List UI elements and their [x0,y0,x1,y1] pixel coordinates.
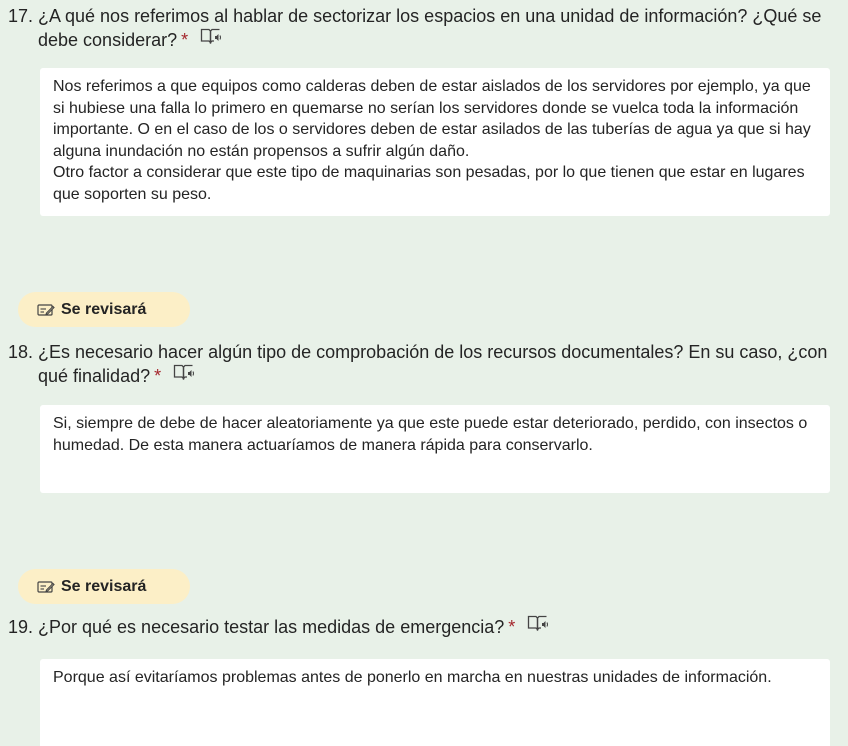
required-asterisk: * [181,30,189,50]
badge-label: Se revisará [61,300,147,318]
question-18-title [8,340,838,386]
required-asterisk: * [508,617,516,637]
immersive-reader-icon[interactable] [527,614,549,638]
question-number: 19. [8,617,34,637]
review-badge [18,292,190,327]
question-17-title [8,4,838,50]
question-19-title [8,615,838,639]
answer-17-box[interactable]: Nos referimos a que equipos como calderas deben de estar aislados de los servidores por ejemplo, ya que si hubiese una falla lo primero en quemarse no serían los servidores donde se vuelca toda la información importante. O en el caso de los o servidores deben de estar asilados de las tuberías de agua ya que si hay alguna inundación no están propensos a sufrir algún daño. Otro factor a considerar que este tipo de maquinarias son pesadas, por lo que tienen que estar en lugares que soporten su peso. [40,68,830,216]
immersive-reader-icon[interactable] [173,363,195,387]
review-badge [18,569,190,604]
review-icon [37,303,55,317]
answer-19-box[interactable]: Porque así evitaríamos problemas antes de ponerlo en marcha en nuestras unidades de información. [40,659,830,746]
badge-label: Se revisará [61,577,147,595]
question-text: ¿Por qué es necesario testar las medidas de emergencia? [38,617,505,637]
question-text: ¿Es necesario hacer algún tipo de comprobación de los recursos documentales? En su caso, ¿con qué finalidad? [38,342,828,386]
question-number: 17. [8,6,34,26]
immersive-reader-icon[interactable] [200,27,222,51]
question-text: ¿A qué nos referimos al hablar de sectorizar los espacios en una unidad de información? ¿Qué se debe considerar? [38,6,822,50]
required-asterisk: * [154,366,162,386]
answer-18-box[interactable]: Si, siempre de debe de hacer aleatoriamente ya que este puede estar deteriorado, perdido, con insectos o humedad. De esta manera actuaríamos de manera rápida para conservarlo. [40,405,830,493]
question-number: 18. [8,342,34,362]
review-icon [37,580,55,594]
